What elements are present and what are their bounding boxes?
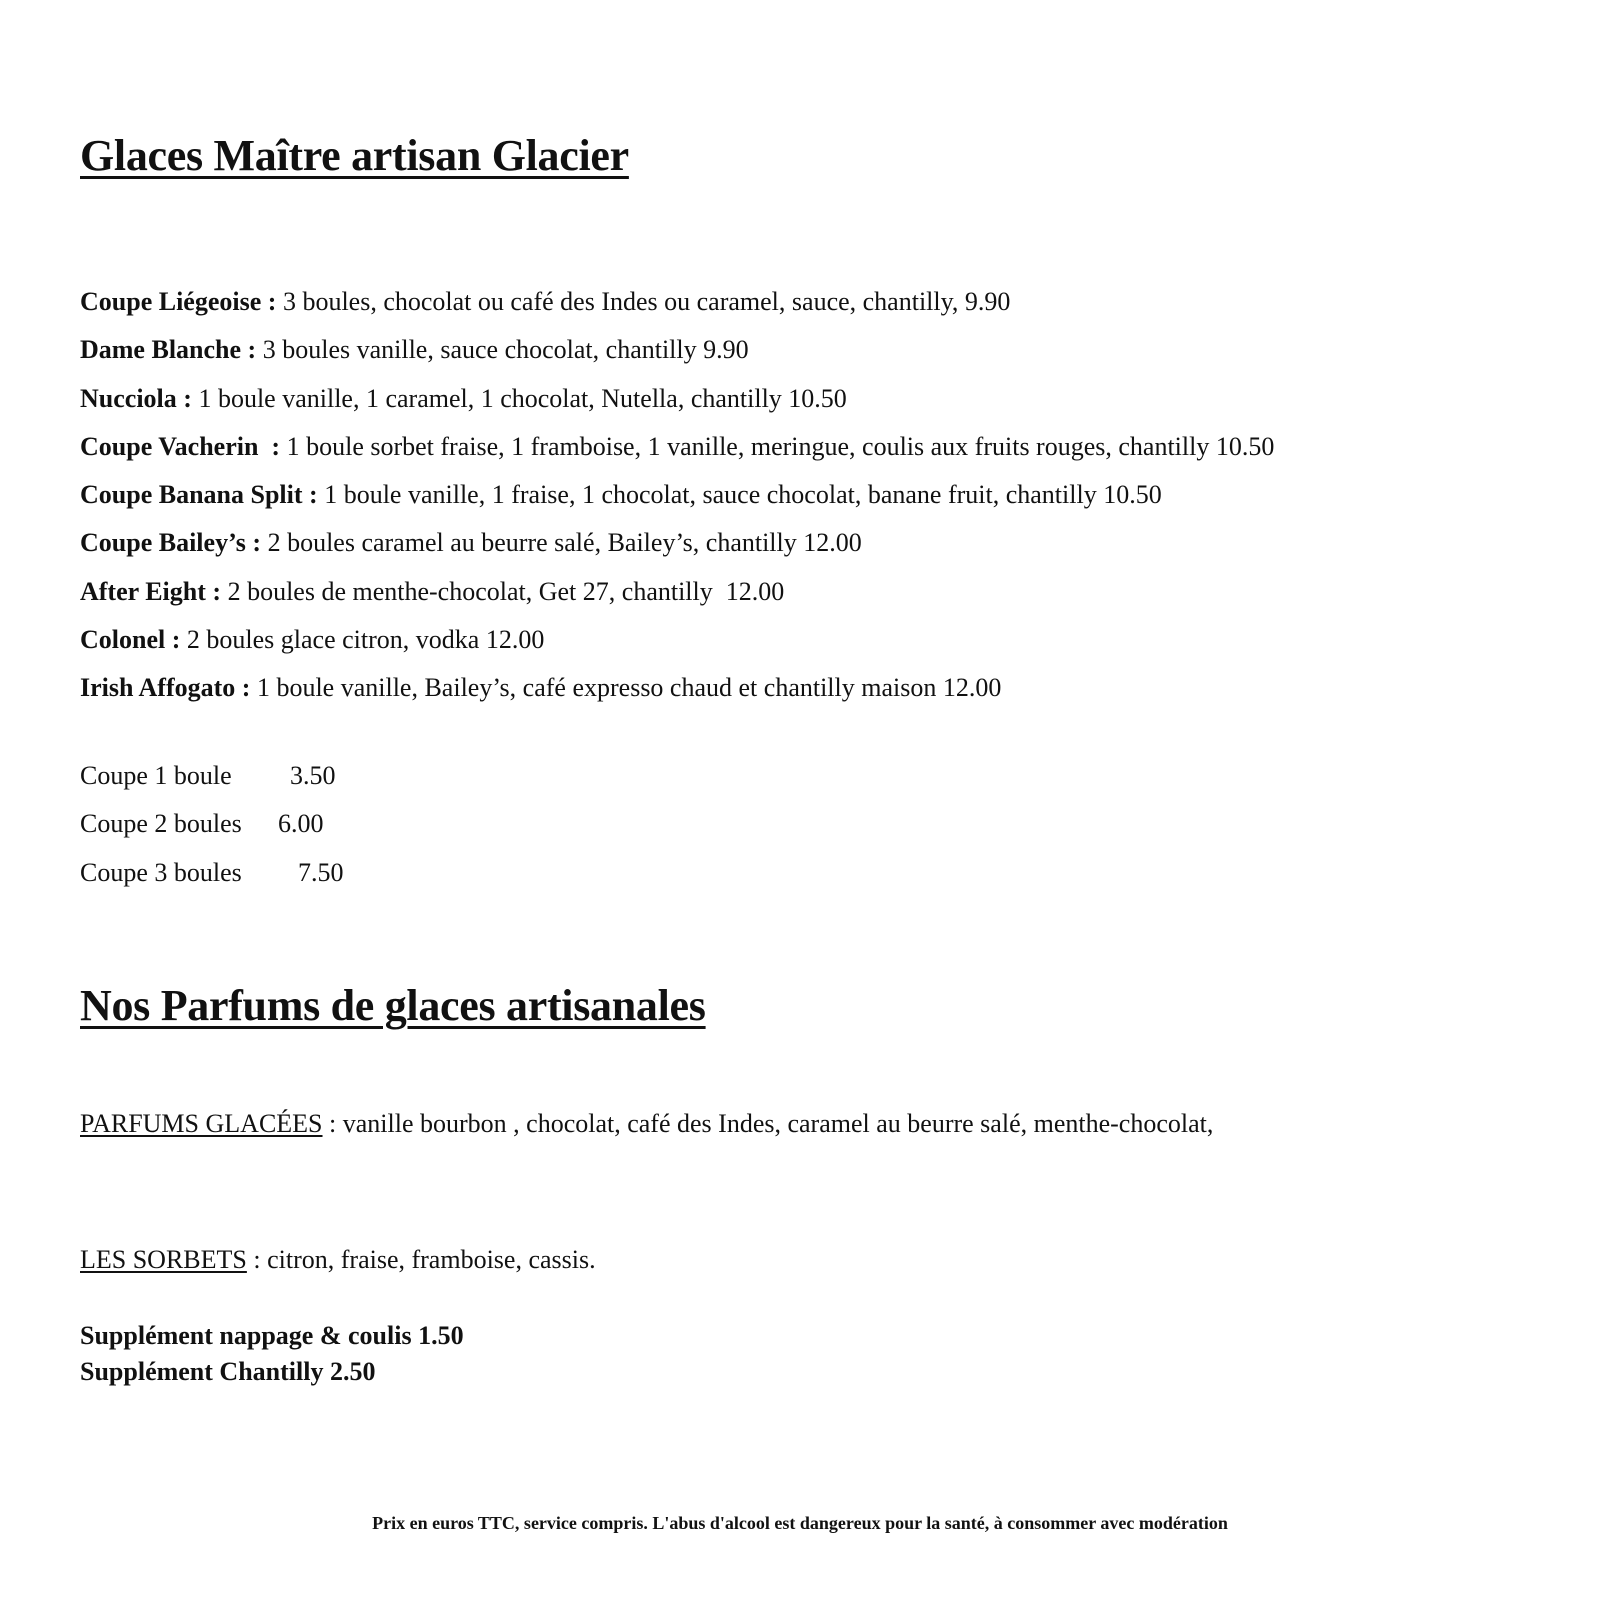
- item-name: Coupe Liégeoise: [80, 287, 262, 316]
- item-separator: :: [245, 528, 268, 558]
- menu-item: [80, 519, 1274, 567]
- item-separator: :: [176, 383, 199, 413]
- parfums-glacees-list: vanille bourbon , chocolat, café des Indes, caramel au beurre salé, menthe-chocolat,: [342, 1109, 1214, 1138]
- menu-item: [80, 616, 1274, 664]
- section-title-parfums: Nos Parfums de glaces artisanales: [80, 981, 706, 1030]
- item-description: 1 boule vanille, 1 fraise, 1 chocolat, sauce chocolat, banane fruit, chantilly 10.50: [324, 480, 1162, 510]
- menu-item: [80, 278, 1274, 326]
- scoop-row: [80, 849, 344, 897]
- menu-item: [80, 326, 1274, 374]
- item-name: Coupe Banana Split: [80, 480, 303, 510]
- scoop-label: Coupe 3 boules: [80, 857, 242, 887]
- menu-item: [80, 423, 1274, 471]
- scoop-price: 3.50: [290, 761, 336, 790]
- item-name: Coupe Bailey’s: [80, 528, 246, 558]
- menu-item: [80, 568, 1274, 616]
- item-separator: :: [205, 576, 228, 606]
- sorbets-separator: :: [246, 1245, 268, 1274]
- item-separator: :: [235, 673, 257, 703]
- supplements: [80, 1318, 464, 1390]
- footer-note: Prix en euros TTC, service compris. L'abus d'alcool est dangereux pour la santé, à consommer avec modération: [372, 1513, 1228, 1533]
- scoop-prices: [80, 752, 344, 897]
- parfums-glacees-label: PARFUMS GLACÉES: [80, 1109, 323, 1138]
- item-name: Nucciola: [80, 383, 177, 413]
- item-description: 1 boule vanille, Bailey’s, café expresso chaud et chantilly maison 12.00: [256, 673, 1002, 703]
- item-description: 2 boules de menthe-chocolat, Get 27, chantilly 12.00: [227, 576, 785, 606]
- supplement-chantilly: Supplément Chantilly 2.50: [80, 1357, 376, 1386]
- scoop-label: Coupe 1 boule: [80, 761, 232, 790]
- item-description: 2 boules glace citron, vodka 12.00: [186, 625, 545, 655]
- item-description: 1 boule sorbet fraise, 1 framboise, 1 vanille, meringue, coulis aux fruits rouges, chantilly 10.50: [286, 431, 1275, 461]
- item-description: 2 boules caramel au beurre salé, Bailey’s, chantilly 12.00: [267, 528, 862, 558]
- scoop-row: [80, 752, 344, 800]
- supplement-nappage: Supplément nappage & coulis 1.50: [80, 1321, 464, 1350]
- item-name: Coupe Vacherin: [80, 431, 259, 461]
- coupes-list: [80, 278, 1274, 713]
- item-description: 1 boule vanille, 1 caramel, 1 chocolat, Nutella, chantilly 10.50: [198, 383, 847, 413]
- scoop-price: 7.50: [298, 857, 344, 887]
- sorbets: [80, 1236, 596, 1283]
- item-name: After Eight: [80, 576, 206, 606]
- item-description: 3 boules vanille, sauce chocolat, chantilly 9.90: [262, 335, 749, 365]
- section-title-coupes: Glaces Maître artisan Glacier: [80, 131, 629, 180]
- item-name: Colonel: [80, 625, 166, 655]
- scoop-price: 6.00: [278, 809, 324, 839]
- parfums-glacees: [80, 1100, 1340, 1147]
- menu-item: [80, 664, 1274, 712]
- scoop-row: [80, 800, 344, 848]
- scoop-label: Coupe 2 boules: [80, 809, 242, 839]
- menu-item: [80, 375, 1274, 423]
- item-separator: :: [241, 335, 263, 365]
- item-name: Irish Affogato: [80, 673, 236, 703]
- menu-item: [80, 471, 1274, 519]
- sorbets-label: LES SORBETS: [80, 1245, 247, 1274]
- item-separator: :: [302, 480, 325, 510]
- item-description: 3 boules, chocolat ou café des Indes ou caramel, sauce, chantilly, 9.90: [282, 287, 1011, 316]
- item-separator: :: [165, 625, 187, 655]
- item-separator: :: [261, 287, 283, 316]
- parfums-glacees-separator: :: [322, 1109, 343, 1138]
- item-separator: :: [258, 431, 287, 461]
- item-name: Dame Blanche: [80, 335, 242, 365]
- sorbets-list: citron, fraise, framboise, cassis.: [267, 1245, 596, 1274]
